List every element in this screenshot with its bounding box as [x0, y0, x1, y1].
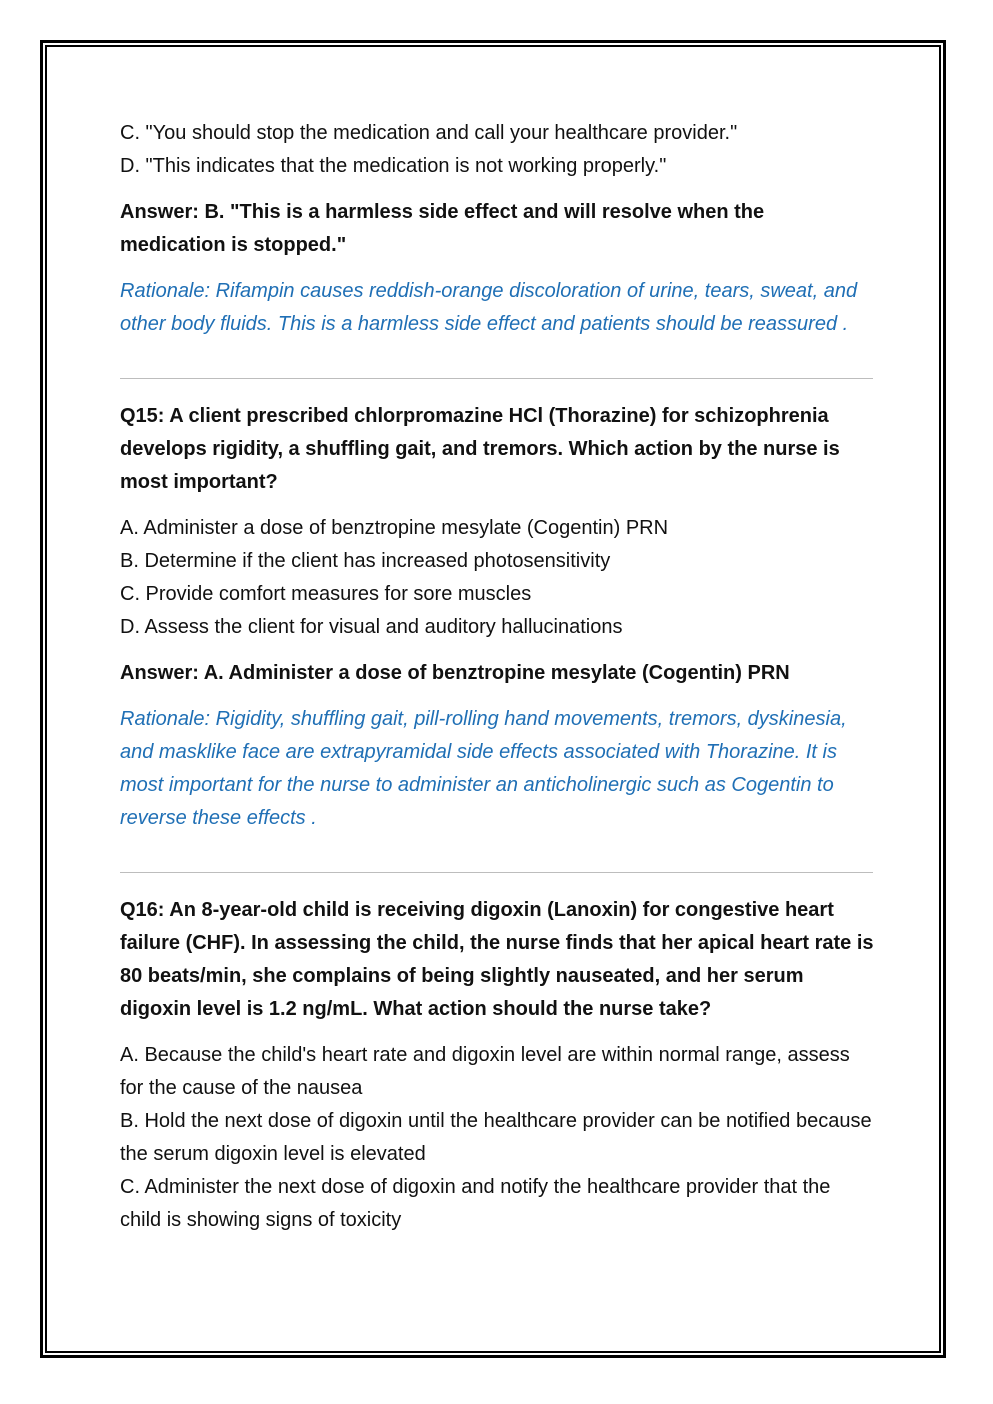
prev-question-answer: Answer: B. "This is a harmless side effect and will resolve when the medication is stopped." [120, 201, 765, 256]
q16-options [120, 1039, 875, 1237]
question-15: Q15: A client prescribed chlorpromazine HCl (Thorazine) for schizophrenia develops rigidity, a shuffling gait, and tremors. Which action by the nurse is most important? [120, 405, 840, 493]
prev-question-rationale: Rationale: Rifampin causes reddish-orange discoloration of urine, tears, sweat, and other body fluids. This is a harmless side effect and patients should be reassured . [120, 280, 858, 335]
question-16: Q16: An 8-year-old child is receiving digoxin (Lanoxin) for congestive heart failure (CHF). In assessing the child, the nurse finds that her apical heart rate is 80 beats/min, she complains of being slightly nauseated, and her serum digoxin level is 1.2 ng/mL. What action should the nurse take? [120, 899, 874, 1020]
q15-rationale: Rationale: Rigidity, shuffling gait, pill-rolling hand movements, tremors, dyskinesia, and masklike face are extrapyramidal side effects associated with Thorazine. It is most important for the nurse to administer an anticholinergic such as Cogentin to reverse these effects . [120, 708, 847, 829]
prev-question-options [120, 117, 875, 183]
option-c: C. "You should stop the medication and call your healthcare provider." [120, 122, 738, 144]
option-d: D. "This indicates that the medication is not working properly." [120, 155, 667, 177]
q15-answer: Answer: A. Administer a dose of benztropine mesylate (Cogentin) PRN [120, 662, 790, 684]
q16-option-c: C. Administer the next dose of digoxin and notify the healthcare provider that the child is showing signs of toxicity [120, 1176, 831, 1231]
q15-option-d: D. Assess the client for visual and auditory hallucinations [120, 616, 623, 638]
q15-option-a: A. Administer a dose of benztropine mesylate (Cogentin) PRN [120, 517, 669, 539]
q15-option-b: B. Determine if the client has increased photosensitivity [120, 550, 611, 572]
q16-option-b: B. Hold the next dose of digoxin until the healthcare provider can be notified because the serum digoxin level is elevated [120, 1110, 872, 1165]
document-content [120, 117, 875, 1237]
q15-option-c: C. Provide comfort measures for sore muscles [120, 583, 532, 605]
q15-options [120, 512, 875, 644]
q16-option-a: A. Because the child's heart rate and digoxin level are within normal range, assess for the cause of the nausea [120, 1044, 850, 1099]
